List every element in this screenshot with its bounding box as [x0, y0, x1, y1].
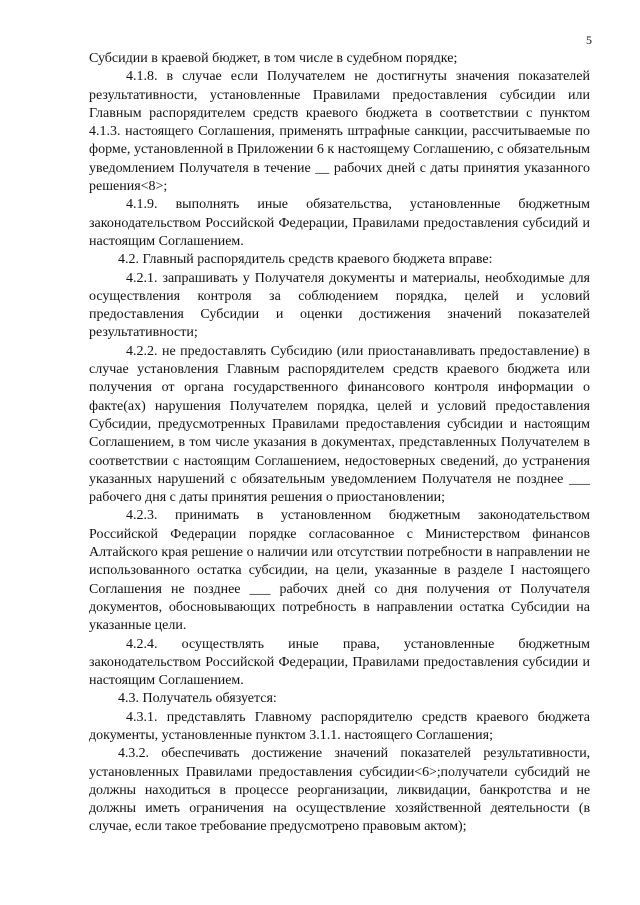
paragraph-4-2-4: 4.2.4. осуществлять иные права, установленные бюджетным законодательством Российской Федерации, Правилами предоставления субсидии и настоящим Соглашением.: [89, 636, 590, 689]
paragraph-4-2-3: 4.2.3. принимать в установленном бюджетным законодательством Российской Федерации порядке согласованное с Министерством финансов Алтайского края решение о наличии или отсутствии потребности в направлении не использованного остатка субсидии, на цели, указанные в разделе I настоящего Соглашения не позднее ___ рабочих дней со дня получения от Получателя документов, обосновывающих потребность в направлении остатка Субсидии на указанные цели.: [89, 508, 590, 634]
paragraph-4-3: 4.3. Получатель обязуется:: [118, 691, 277, 707]
paragraph-continuation: Субсидии в краевой бюджет, в том числе в судебном порядке;: [89, 51, 458, 66]
paragraph-4-1-8: 4.1.8. в случае если Получателем не достигнуты значения показателей результативности, установленные Правилами предоставления субсидии или Главным распорядителем средств краевого бюджета в соответствии с пунктом 4.1.3. настоящего Соглашения, применять штрафные санкции, рассчитываемые по форме, установленной в Приложении 6 к настоящему Соглашению, с обязательным уведомлением Получателя в течение __ рабочих дней с даты принятия указанного решения<8>;: [89, 69, 590, 195]
paragraph-4-2: 4.2. Главный распорядитель средств краевого бюджета вправе:: [118, 252, 493, 268]
paragraph-4-3-2: 4.3.2. обеспечивать достижение значений показателей результативности, установленных Правилами предоставления субсидии<6>;получатели субсидий не должны находиться в процессе реорганизации, ликвидации, банкротства и не должны иметь ограничения на осуществление хозяйственной деятельности (в случае, если такое требование предусмотрено правовым актом);: [89, 746, 590, 835]
paragraph-4-3-1: 4.3.1. представлять Главному распорядителю средств краевого бюджета документы, установленные пунктом 3.1.1. настоящего Соглашения;: [89, 709, 590, 743]
paragraph-4-2-1: 4.2.1. запрашивать у Получателя документы и материалы, необходимые для осуществления контроля за соблюдением порядка, целей и условий предоставления Субсидии и оценки достижения значений показателей результативности;: [89, 270, 590, 341]
document-body: [89, 50, 590, 837]
page-number: 5: [586, 33, 592, 47]
paragraph-4-2-2: 4.2.2. не предоставлять Субсидию (или приостанавливать предоставление) в случае установления Главным распорядителем средств краевого бюджета или получения от органа государственного финансового контроля информации о факте(ах) нарушения Получателем порядка, целей и условий предоставления Субсидии, предусмотренных Правилами предоставления субсидии и настоящим Соглашением, в том числе указания в документах, представленных Получателем в соответствии с настоящим Соглашением, недостоверных сведений, до устранения указанных нарушений с обязательным уведомлением Получателя не позднее ___ рабочего дня с даты принятия решения о приостановлении;: [89, 343, 590, 506]
paragraph-4-1-9: 4.1.9. выполнять иные обязательства, установленные бюджетным законодательством Российской Федерации, Правилами предоставления субсидий и настоящим Соглашением.: [89, 197, 590, 249]
